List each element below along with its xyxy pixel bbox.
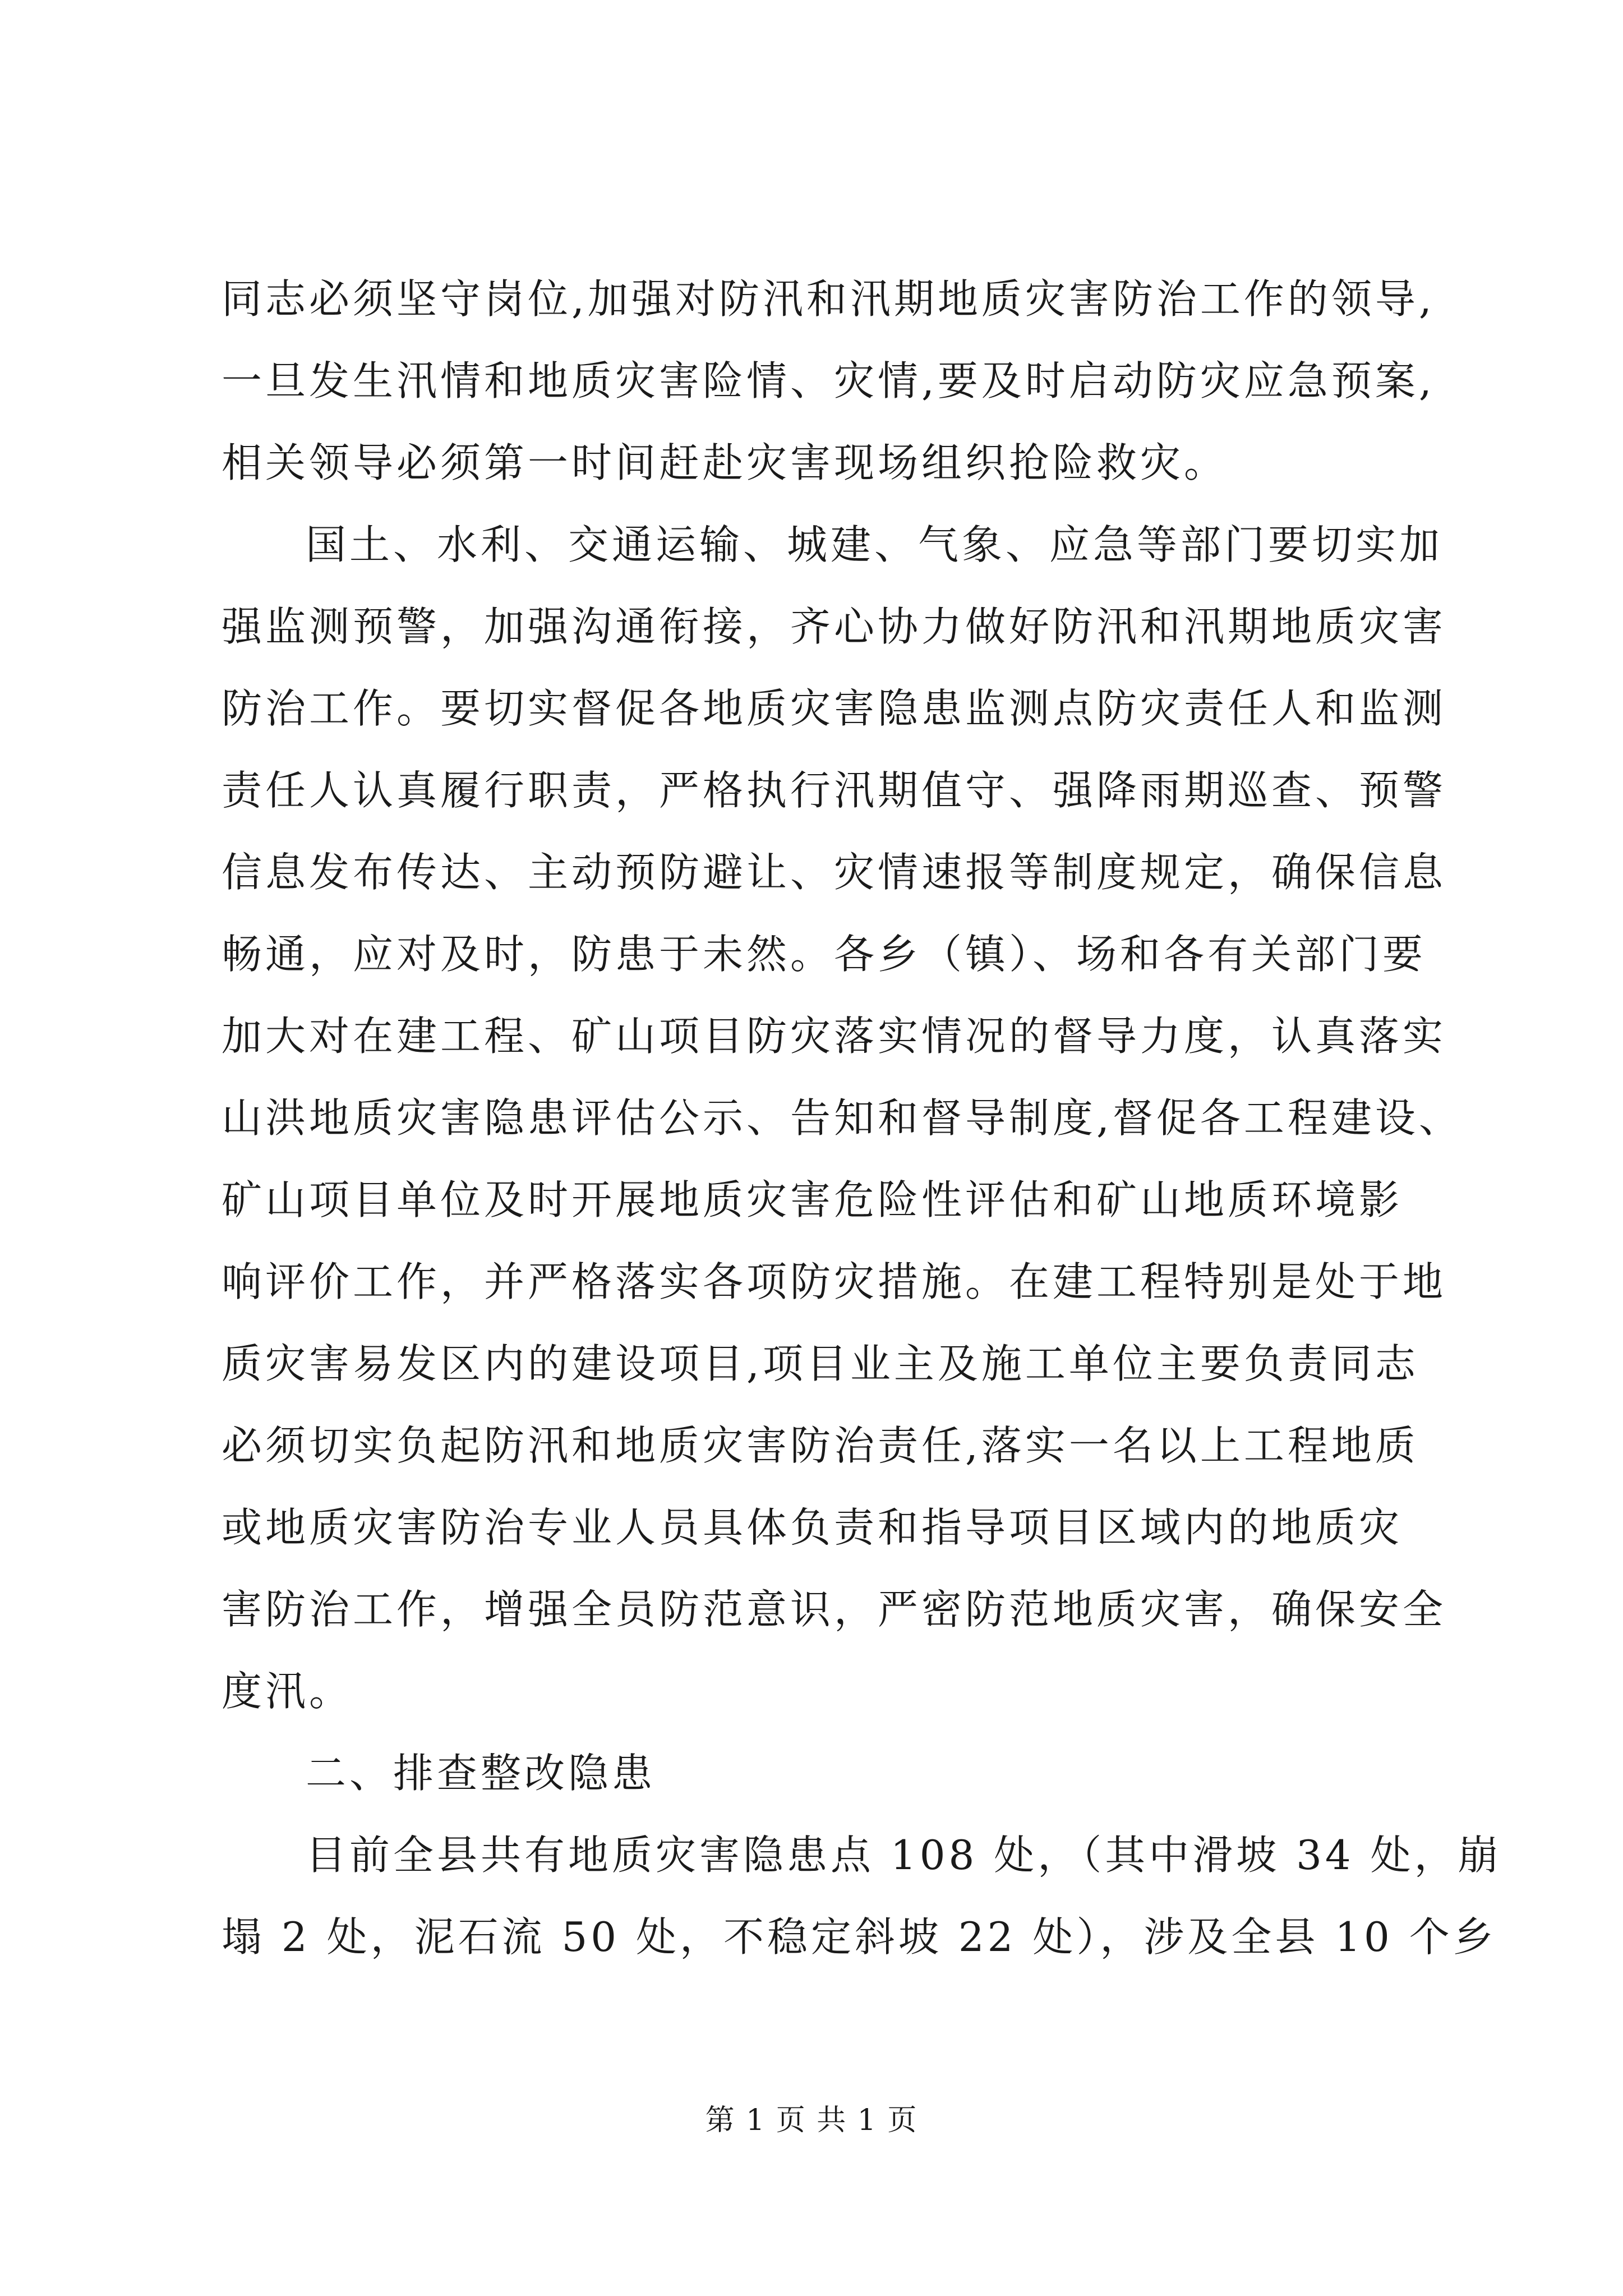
text-line: 国土、水利、交通运输、城建、气象、应急等部门要切实加 bbox=[306, 521, 1444, 568]
text-line: 矿山项目单位及时开展地质灾害危险性评估和矿山地质环境影 bbox=[222, 1176, 1403, 1223]
text-line: 质灾害易发区内的建设项目,项目业主及施工单位主要负责同志 bbox=[222, 1340, 1419, 1387]
text-line: 相关领导必须第一时间赶赴灾害现场组织抢险救灾。 bbox=[222, 439, 1228, 486]
text-line: 山洪地质灾害隐患评估公示、告知和督导制度,督促各工程建设、 bbox=[222, 1094, 1463, 1142]
text-line: 塌 2 处，泥石流 50 处，不稳定斜坡 22 处），涉及全县 10 个乡 bbox=[222, 1913, 1497, 1961]
text-line: 一旦发生汛情和地质灾害险情、灾情,要及时启动防灾应急预案, bbox=[222, 357, 1435, 404]
text-line: 防治工作。要切实督促各地质灾害隐患监测点防灾责任人和监测 bbox=[222, 685, 1447, 732]
text-line: 响评价工作，并严格落实各项防灾措施。在建工程特别是处于地 bbox=[222, 1258, 1447, 1305]
text-line: 或地质灾害防治专业人员具体负责和指导项目区域内的地质灾 bbox=[222, 1504, 1403, 1551]
section-heading: 二、排查整改隐患 bbox=[306, 1750, 656, 1797]
text-line: 加大对在建工程、矿山项目防灾落实情况的督导力度，认真落实 bbox=[222, 1013, 1447, 1060]
text-line: 目前全县共有地质灾害隐患点 108 处，（其中滑坡 34 处，崩 bbox=[306, 1832, 1502, 1879]
text-line: 同志必须坚守岗位,加强对防汛和汛期地质灾害防治工作的领导, bbox=[222, 275, 1435, 323]
text-line: 畅通，应对及时，防患于未然。各乡（镇）、场和各有关部门要 bbox=[222, 931, 1427, 978]
text-line: 责任人认真履行职责，严格执行汛期值守、强降雨期巡查、预警 bbox=[222, 767, 1447, 814]
page-footer: 第 1 页 共 1 页 bbox=[705, 2104, 918, 2137]
text-line: 信息发布传达、主动预防避让、灾情速报等制度规定，确保信息 bbox=[222, 849, 1447, 896]
text-line: 度汛。 bbox=[222, 1668, 353, 1715]
document-body bbox=[222, 258, 1502, 1978]
text-line: 必须切实负起防汛和地质灾害防治责任,落实一名以上工程地质 bbox=[222, 1422, 1419, 1469]
text-line: 强监测预警，加强沟通衔接，齐心协力做好防汛和汛期地质灾害 bbox=[222, 603, 1447, 650]
text-line: 害防治工作，增强全员防范意识，严密防范地质灾害，确保安全 bbox=[222, 1586, 1447, 1633]
